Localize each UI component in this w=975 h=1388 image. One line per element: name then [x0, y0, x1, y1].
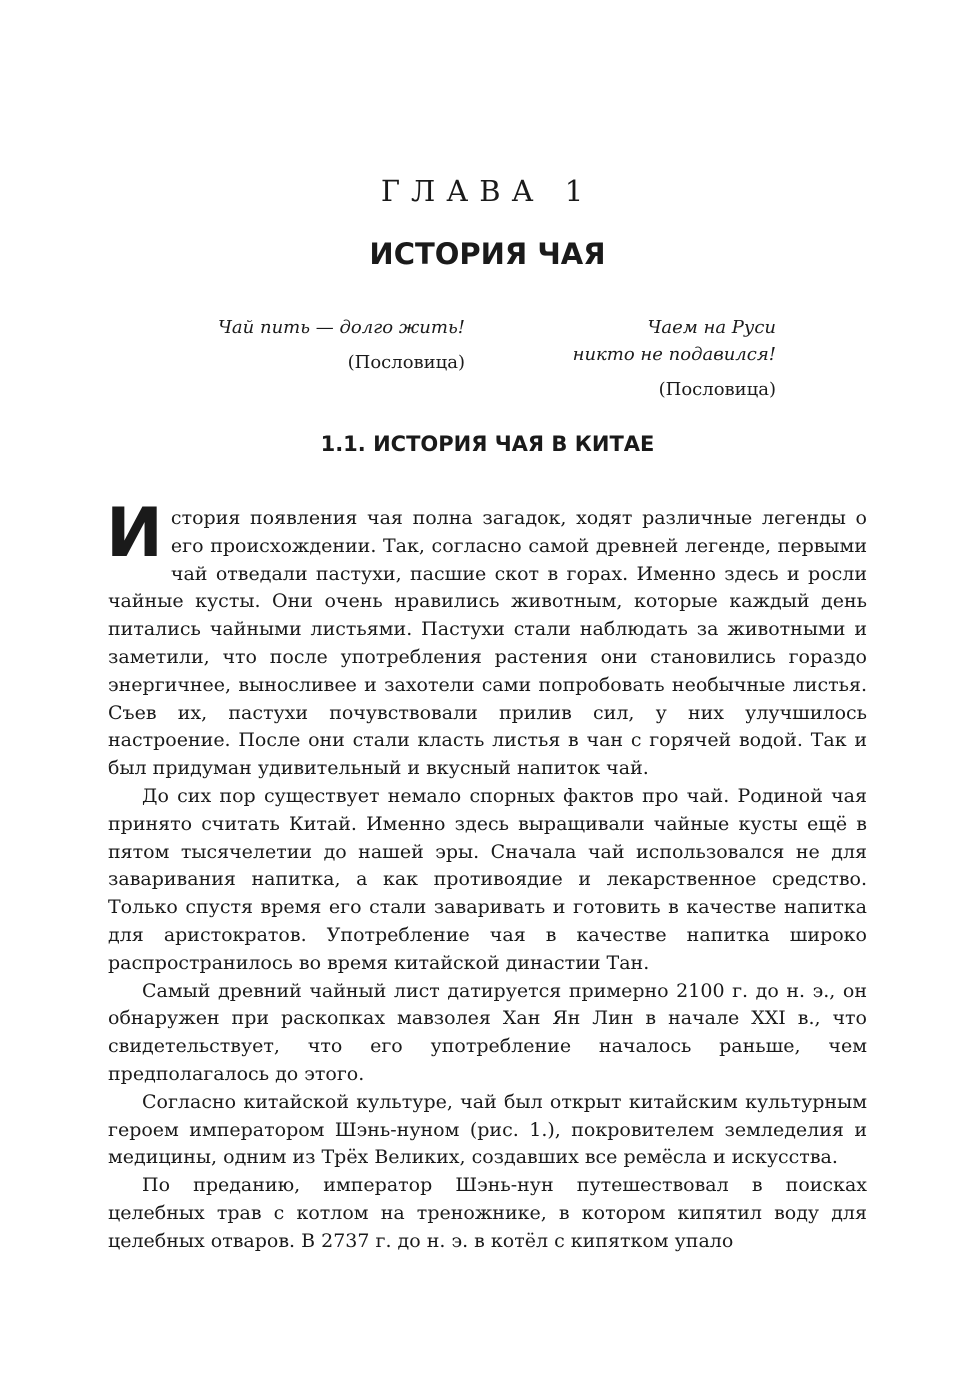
- epigraph-left: [208, 314, 465, 376]
- paragraph-4: Согласно китайской культуре, чай был открыт китайским культурным героем императором Шэнь-нуном (рис. 1.), покровителем земледелия и медицины, одним из Трёх Великих, создавших все ремёсла и искусства.: [108, 1090, 867, 1169]
- paragraph-5: По преданию, император Шэнь-нун путешествовал в поисках целебных трав с котлом на треножнике, в котором кипятил воду для целебных отваров. В 2737 г. до н. э. в котёл с кипятком упало: [108, 1174, 867, 1252]
- epigraph-source: (Пословица): [347, 352, 465, 373]
- paragraph-2: До сих пор существует немало спорных фактов про чай. Родиной чая принято считать Китай. Именно здесь выращивали чайные кусты ещё в пятом тысячелетии до нашей эры. Сначала чай использовался не для заваривания напитка, а как противоядие и лекарственное средство. Только спустя время его стали заваривать и готовить в качестве напитка для аристократов. Употребление чая в качестве напитка широко распространилось во время китайской династии Тан.: [108, 784, 867, 974]
- paragraph-1-text: стория появления чая полна загадок, ходят различные легенды о его происхождении. Так, согласно самой древней легенде, первыми чай отведали пастухи, пасшие скот в горах. Именно здесь и росли чайные кусты. Они очень нравились животным, которые каждый день питались чайными листьями. Пастухи стали наблюдать за животными и заметили, что после употребления растения они становились гораздо энергичнее, выносливее и захотели сами попробовать необычные листья. Съев их, пастухи почувствовали прилив сил, у них улучшилось настроение. После они стали класть листья в чан с горячей водой. Так и был придуман удивительный и вкусный напиток чай.: [108, 507, 867, 780]
- body-text: [106, 494, 867, 1256]
- epigraph-source: (Пословица): [658, 379, 776, 400]
- book-page: [108, 0, 867, 1388]
- section-title: 1.1. ИСТОРИЯ ЧАЯ В КИТАЕ: [320, 432, 655, 456]
- chapter-title: ИСТОРИЯ ЧАЯ: [369, 237, 606, 271]
- epigraph-quote-line-1: Чаем на Руси: [647, 317, 776, 338]
- epigraph-quote-line-2: никто не подавился!: [572, 344, 776, 365]
- chapter-label: ГЛАВА 1: [380, 174, 595, 208]
- epigraph-right: [558, 314, 776, 403]
- drop-cap: И: [106, 494, 163, 573]
- paragraph-3: Самый древний чайный лист датируется примерно 2100 г. до н. э., он обнаружен при раскопках мавзолея Хан Ян Лин в начале XXI в., что свидетельствует, что его употребление началось раньше, чем предполагалось до этого.: [108, 979, 867, 1085]
- epigraph-quote: Чай пить — долго жить!: [218, 317, 465, 338]
- paragraph-1: [106, 494, 867, 783]
